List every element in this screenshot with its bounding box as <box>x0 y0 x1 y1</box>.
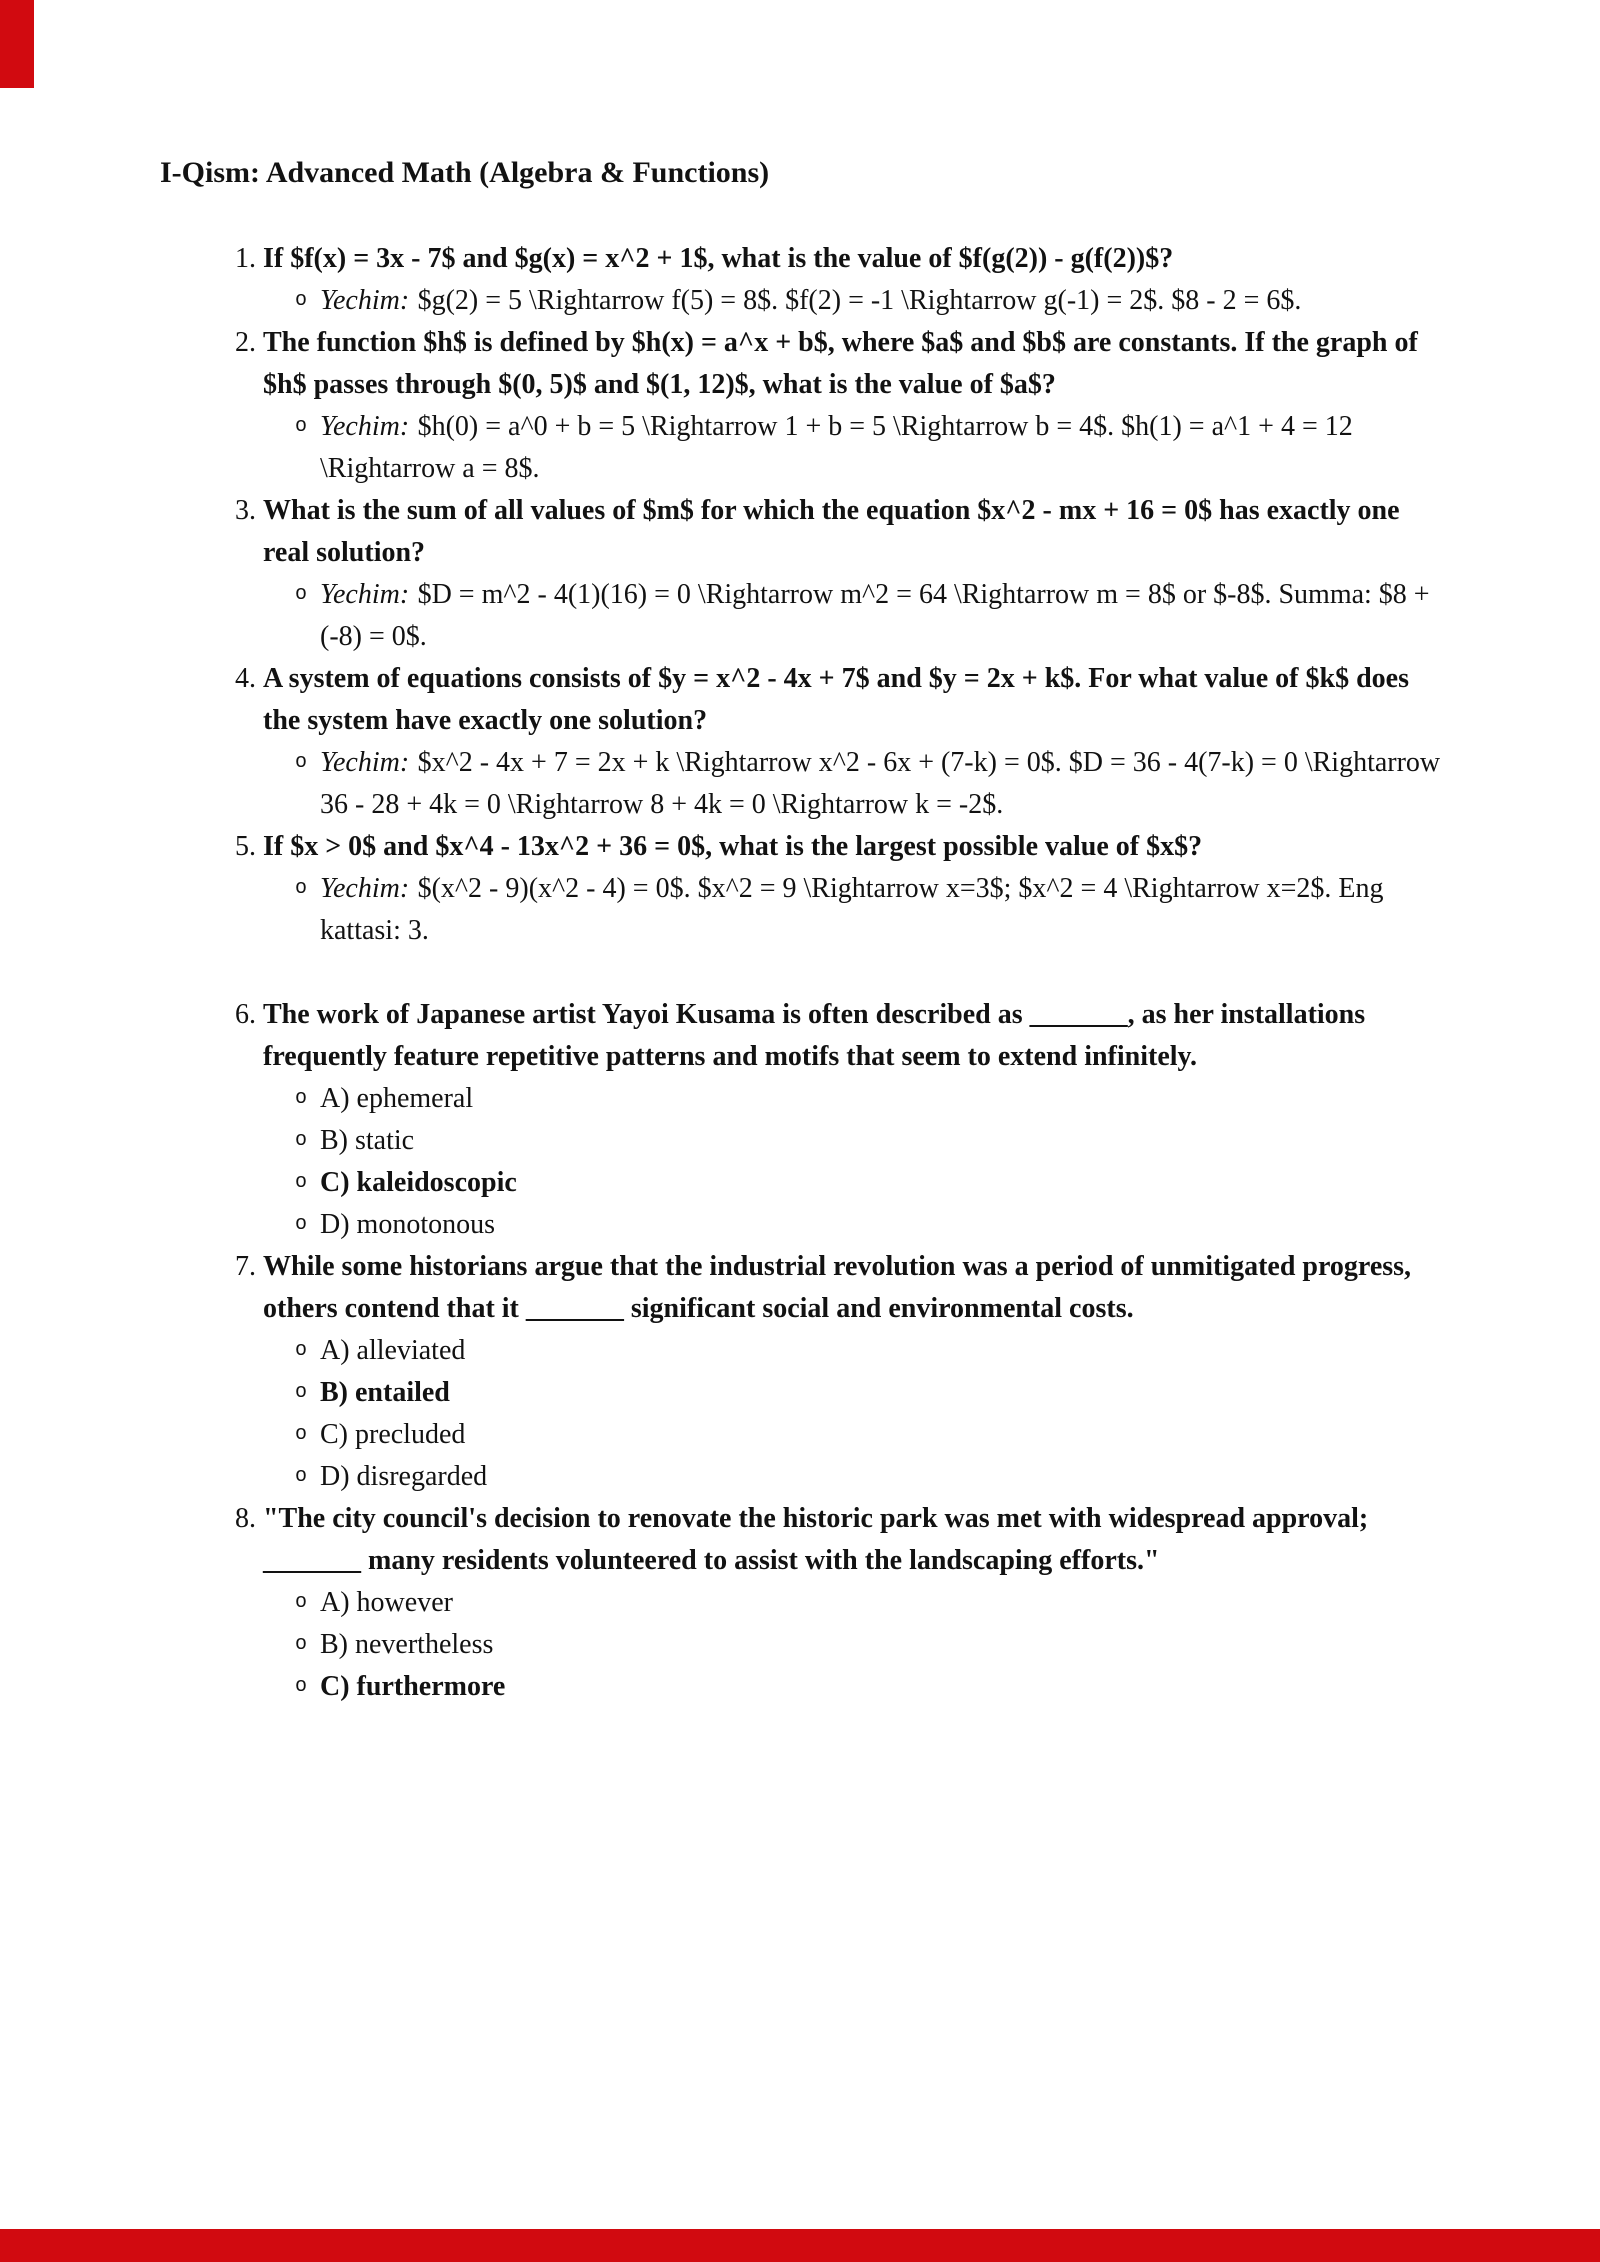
solution-text: $g(2) = 5 \Rightarrow f(5) = 8$. $f(2) = -1 \Rightarrow g(-1) = 2$. $8 - 2 = 6$. <box>417 285 1302 316</box>
circle-bullet-icon: o <box>295 1381 308 1404</box>
circle-bullet-icon: o <box>295 583 308 606</box>
option-text: A) ephemeral <box>320 1083 474 1114</box>
circle-bullet-icon: o <box>295 415 308 438</box>
page-title: I-Qism: Advanced Math (Algebra & Functions) <box>160 156 770 189</box>
question-item-7 <box>235 1246 1450 1498</box>
solution-item <box>295 406 1450 490</box>
option-text: A) however <box>320 1587 453 1618</box>
solution-text: $x^2 - 4x + 7 = 2x + k \Rightarrow x^2 - 6x + (7-k) = 0$. $D = 36 - 4(7-k) = 0 \Rightarrow 36 - 28 + 4k = 0 \Rightarrow 8 + 4k = 0 \Rightarrow k = -2$. <box>320 747 1441 820</box>
question-number: 2. <box>235 327 256 358</box>
question-number: 6. <box>235 999 256 1030</box>
question-number: 1. <box>235 243 256 274</box>
question-item-1 <box>235 238 1450 322</box>
question-number: 8. <box>235 1503 256 1534</box>
solution-item <box>295 742 1450 826</box>
question-number: 4. <box>235 663 256 694</box>
circle-bullet-icon: o <box>295 1465 308 1488</box>
question-text: The function $h$ is defined by $h(x) = a^x + b$, where $a$ and $b$ are constants. If the graph of $h$ passes through $(0, 5)$ and $(1, 12)$, what is the value of $a$? <box>263 327 1418 400</box>
option-text: A) alleviated <box>320 1335 466 1366</box>
question-item-5 <box>235 826 1450 952</box>
answer-option <box>295 1120 1450 1162</box>
circle-bullet-icon: o <box>295 1087 308 1110</box>
question-number: 7. <box>235 1251 256 1282</box>
circle-bullet-icon: o <box>295 1339 308 1362</box>
circle-bullet-icon: o <box>295 1213 308 1236</box>
circle-bullet-icon: o <box>295 289 308 312</box>
answer-option <box>295 1204 1450 1246</box>
option-text: B) nevertheless <box>320 1629 494 1660</box>
question-text: If $x > 0$ and $x^4 - 13x^2 + 36 = 0$, what is the largest possible value of $x$? <box>263 831 1203 862</box>
solution-text-block <box>320 280 1450 322</box>
option-text: D) disregarded <box>320 1461 488 1492</box>
answer-option <box>295 1456 1450 1498</box>
question-text: A system of equations consists of $y = x^2 - 4x + 7$ and $y = 2x + k$. For what value of $k$ does the system have exactly one solution? <box>263 663 1409 736</box>
answer-option <box>295 1078 1450 1120</box>
solution-label: Yechim: <box>320 411 410 442</box>
question-number: 5. <box>235 831 256 862</box>
question-text: What is the sum of all values of $m$ for which the equation $x^2 - mx + 16 = 0$ has exactly one real solution? <box>263 495 1400 568</box>
solution-text-block <box>320 868 1450 952</box>
question-list <box>160 238 1450 1708</box>
option-text: C) precluded <box>320 1419 466 1450</box>
answer-option <box>295 1414 1450 1456</box>
question-text: "The city council's decision to renovate the historic park was met with widespread approval; _______ many residents volunteered to assist with the landscaping efforts." <box>263 1503 1369 1576</box>
solution-label: Yechim: <box>320 873 410 904</box>
question-item-6 <box>235 994 1450 1246</box>
question-text: If $f(x) = 3x - 7$ and $g(x) = x^2 + 1$, what is the value of $f(g(2)) - g(f(2))$? <box>263 243 1174 274</box>
option-text: B) entailed <box>320 1377 450 1408</box>
solution-item <box>295 574 1450 658</box>
solution-text: $h(0) = a^0 + b = 5 \Rightarrow 1 + b = 5 \Rightarrow b = 4$. $h(1) = a^1 + 4 = 12 \Rightarrow a = 8$. <box>320 411 1353 484</box>
answer-option <box>295 1624 1450 1666</box>
answer-option <box>295 1582 1450 1624</box>
solution-item <box>295 868 1450 952</box>
solution-label: Yechim: <box>320 579 410 610</box>
solution-text-block <box>320 742 1450 826</box>
red-bottom-strip <box>0 2229 1600 2262</box>
question-item-3 <box>235 490 1450 658</box>
solution-text-block <box>320 406 1450 490</box>
answer-option <box>295 1330 1450 1372</box>
solution-label: Yechim: <box>320 747 410 778</box>
solution-text: $(x^2 - 9)(x^2 - 4) = 0$. $x^2 = 9 \Rightarrow x=3$; $x^2 = 4 \Rightarrow x=2$. Eng kattasi: 3. <box>320 873 1384 946</box>
solution-text: $D = m^2 - 4(1)(16) = 0 \Rightarrow m^2 = 64 \Rightarrow m = 8$ or $-8$. Summa: $8 + (-8) = 0$. <box>320 579 1430 652</box>
circle-bullet-icon: o <box>295 1675 308 1698</box>
answer-option <box>295 1162 1450 1204</box>
circle-bullet-icon: o <box>295 1591 308 1614</box>
option-text: D) monotonous <box>320 1209 495 1240</box>
question-text: The work of Japanese artist Yayoi Kusama is often described as _______, as her installations frequently feature repetitive patterns and motifs that seem to extend infinitely. <box>263 999 1366 1072</box>
question-item-2 <box>235 322 1450 490</box>
option-text: C) kaleidoscopic <box>320 1167 517 1198</box>
circle-bullet-icon: o <box>295 877 308 900</box>
solution-item <box>295 280 1450 322</box>
option-text: B) static <box>320 1125 415 1156</box>
solution-text-block <box>320 574 1450 658</box>
question-number: 3. <box>235 495 256 526</box>
circle-bullet-icon: o <box>295 1423 308 1446</box>
circle-bullet-icon: o <box>295 1129 308 1152</box>
question-text: While some historians argue that the industrial revolution was a period of unmitigated progress, others contend that it _______ significant social and environmental costs. <box>263 1251 1412 1324</box>
answer-option <box>295 1372 1450 1414</box>
question-item-4 <box>235 658 1450 826</box>
option-text: C) furthermore <box>320 1671 506 1702</box>
red-top-left-bar <box>0 0 34 88</box>
circle-bullet-icon: o <box>295 1171 308 1194</box>
answer-option <box>295 1666 1450 1708</box>
question-item-8 <box>235 1498 1450 1708</box>
circle-bullet-icon: o <box>295 1633 308 1656</box>
solution-label: Yechim: <box>320 285 410 316</box>
circle-bullet-icon: o <box>295 751 308 774</box>
